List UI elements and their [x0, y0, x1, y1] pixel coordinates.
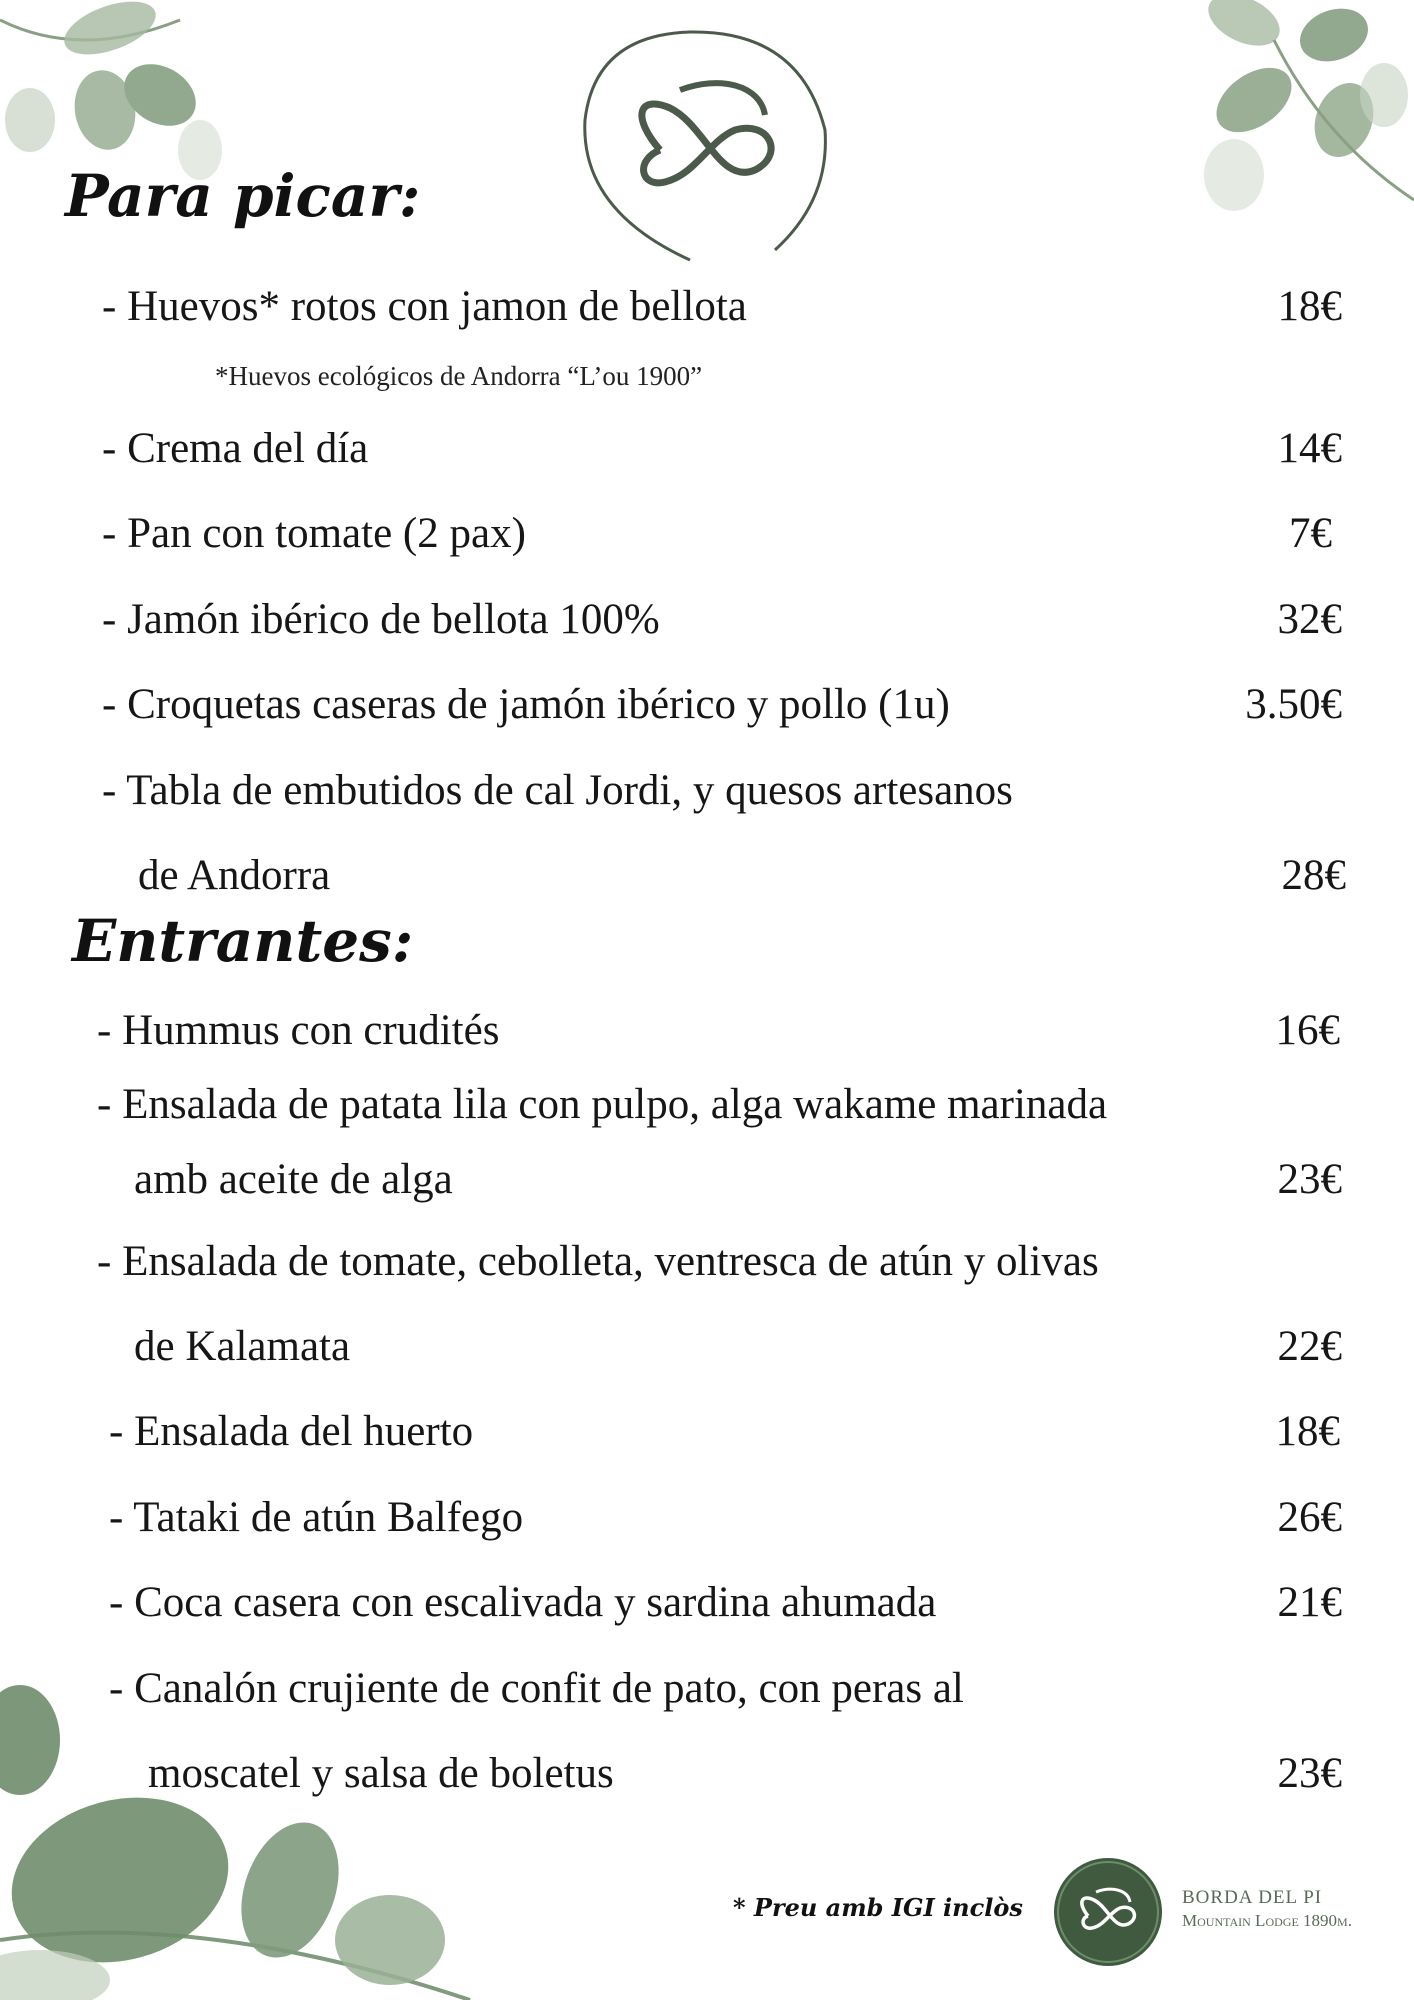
menu-item-name: - Tabla de embutidos de cal Jordi, y quesos artesanos [102, 767, 1013, 814]
menu-item-price: 18€ [1275, 1408, 1340, 1455]
menu-item-name: - Ensalada de tomate, cebolleta, ventresca de atún y olivas [97, 1238, 1099, 1285]
menu-item-price: 32€ [1277, 596, 1342, 643]
leaves-decoration-bottom-left-icon [0, 1680, 540, 2000]
menu-item-name: - Crema del día [102, 425, 369, 472]
menu-item-name-continued: amb aceite de alga [134, 1156, 453, 1203]
brand-logo-icon [570, 20, 850, 270]
menu-item-name-continued: de Andorra [138, 852, 331, 899]
menu-item-price: 26€ [1277, 1494, 1342, 1541]
menu-item-price: 28€ [1281, 852, 1346, 899]
menu-item-price: 16€ [1275, 1007, 1340, 1054]
menu-item-name: - Coca casera con escalivada y sardina ahumada [109, 1579, 937, 1626]
menu-item-price: 7€ [1289, 510, 1332, 557]
section-title-entrantes: Entrantes: [72, 907, 414, 975]
menu-item-price: 22€ [1277, 1323, 1342, 1370]
menu-item-name: - Ensalada del huerto [109, 1408, 474, 1455]
brand-badge-icon [1052, 1856, 1164, 1968]
menu-item-name: - Ensalada de patata lila con pulpo, alga wakame marinada [97, 1081, 1108, 1128]
menu-item-price: 21€ [1277, 1579, 1342, 1626]
brand-name: BORDA DEL PI [1182, 1887, 1323, 1908]
menu-item-name: - Pan con tomate (2 pax) [102, 510, 526, 557]
brand-subtitle: Mountain Lodge 1890m. [1182, 1911, 1352, 1930]
menu-item-price: 3.50€ [1245, 681, 1342, 728]
menu-item-name: - Huevos* rotos con jamon de bellota [102, 283, 747, 330]
menu-item-price: 14€ [1277, 425, 1342, 472]
menu-item-price: 23€ [1277, 1750, 1342, 1797]
menu-item-price: 18€ [1277, 283, 1342, 330]
menu-item-name: - Jamón ibérico de bellota 100% [102, 596, 660, 643]
menu-item-name: - Tataki de atún Balfego [109, 1494, 524, 1541]
menu-item-name: - Canalón crujiente de confit de pato, con peras al [109, 1665, 964, 1712]
menu-item-name: - Hummus con crudités [97, 1007, 500, 1054]
menu-item-price: 23€ [1277, 1156, 1342, 1203]
tax-included-note: * Preu amb IGI inclòs [733, 1893, 1023, 1922]
menu-item-name-continued: de Kalamata [134, 1323, 351, 1370]
leaves-decoration-top-right-icon [1174, 0, 1414, 220]
menu-item-note: *Huevos ecológicos de Andorra “L’ou 1900” [215, 361, 703, 391]
section-title-para-picar: Para picar: [65, 162, 421, 230]
menu-item-name-continued: moscatel y salsa de boletus [148, 1750, 614, 1797]
menu-item-name: - Croquetas caseras de jamón ibérico y pollo (1u) [102, 681, 950, 728]
